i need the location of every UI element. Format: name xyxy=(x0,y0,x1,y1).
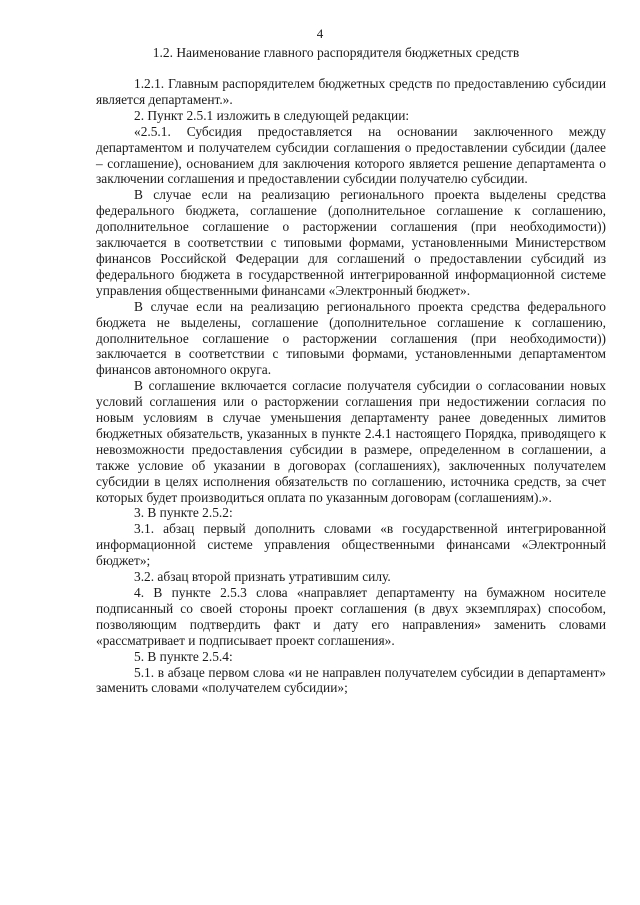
paragraph-item-3-2: 3.2. абзац второй признать утратившим силу. xyxy=(134,569,391,585)
section-heading: 1.2. Наименование главного распорядителя бюджетных средств xyxy=(152,45,520,60)
paragraph-no-federal-funds: В случае если на реализацию регионального проекта средства федерального бюджета не выделены, соглашение (дополнительное соглашение к соглашению, дополнительное соглашение о расторжении соглашения (при необходимости)) заключается в соответствии с типовыми формами, установленными департаментом финансов автономного округа. xyxy=(96,298,606,378)
paragraph-2-5-1: «2.5.1. Субсидия предоставляется на основании заключенного между департаментом и получателем субсидии соглашения о предоставлении субсидии (далее – соглашение), основанием для заключения которого является решение департамента о заключении соглашения и предоставлении субсидии получателю субсидии. xyxy=(96,123,606,187)
paragraph-1-2-1: 1.2.1. Главным распорядителем бюджетных средств по предоставлению субсидии является департамент.». xyxy=(96,76,606,107)
paragraph-item-5-1: 5.1. в абзаце первом слова «и не направлен получателем субсидии в департамент» заменить словами «получателем субсидии»; xyxy=(96,664,606,696)
paragraph-agreement-consent: В соглашение включается согласие получателя субсидии о согласовании новых условий соглашения или о расторжении соглашения при недостижении согласия по новым условиям в случае уменьшения департаменту ранее доведенных лимитов бюджетных обязательств, указанных в пункте 2.4.1 настоящего Порядка, приводящего к невозможности предоставления субсидии в размере, определенном в соглашении, а также условие об указании в договорах (соглашениях), заключенных получателем субсидии в целях исполнения обязательств по соглашению, источника средств, за счет которых будет производиться оплата по указанным договорам (соглашениям).». xyxy=(96,378,606,505)
document-body xyxy=(96,76,606,696)
paragraph-item-4: 4. В пункте 2.5.3 слова «направляет департаменту на бумажном носителе подписанный со своей стороны проект соглашения (в двух экземплярах) способом, позволяющим подтвердить факт и дату его направления» заменить словами «рассматривает и подписывает проект соглашения». xyxy=(96,585,606,648)
paragraph-item-2: 2. Пункт 2.5.1 изложить в следующей редакции: xyxy=(134,107,410,123)
paragraph-federal-funds: В случае если на реализацию регионального проекта выделены средства федерального бюджета, соглашение (дополнительное соглашение к соглашению, дополнительное соглашение о расторжении соглашения (при необходимости)) заключается в соответствии с типовыми формами, установленными Министерством финансов Российской Федерации для соглашений о предоставлении субсидий из федерального бюджета в государственной интегрированной информационной системе управления общественными финансами «Электронный бюджет». xyxy=(96,187,606,298)
page-number: 4 xyxy=(316,26,324,41)
paragraph-item-5: 5. В пункте 2.5.4: xyxy=(134,648,233,664)
paragraph-item-3: 3. В пункте 2.5.2: xyxy=(134,505,233,521)
paragraph-item-3-1: 3.1. абзац первый дополнить словами «в государственной интегрированной информационной системе управления общественными финансами «Электронный бюджет»; xyxy=(96,521,606,569)
